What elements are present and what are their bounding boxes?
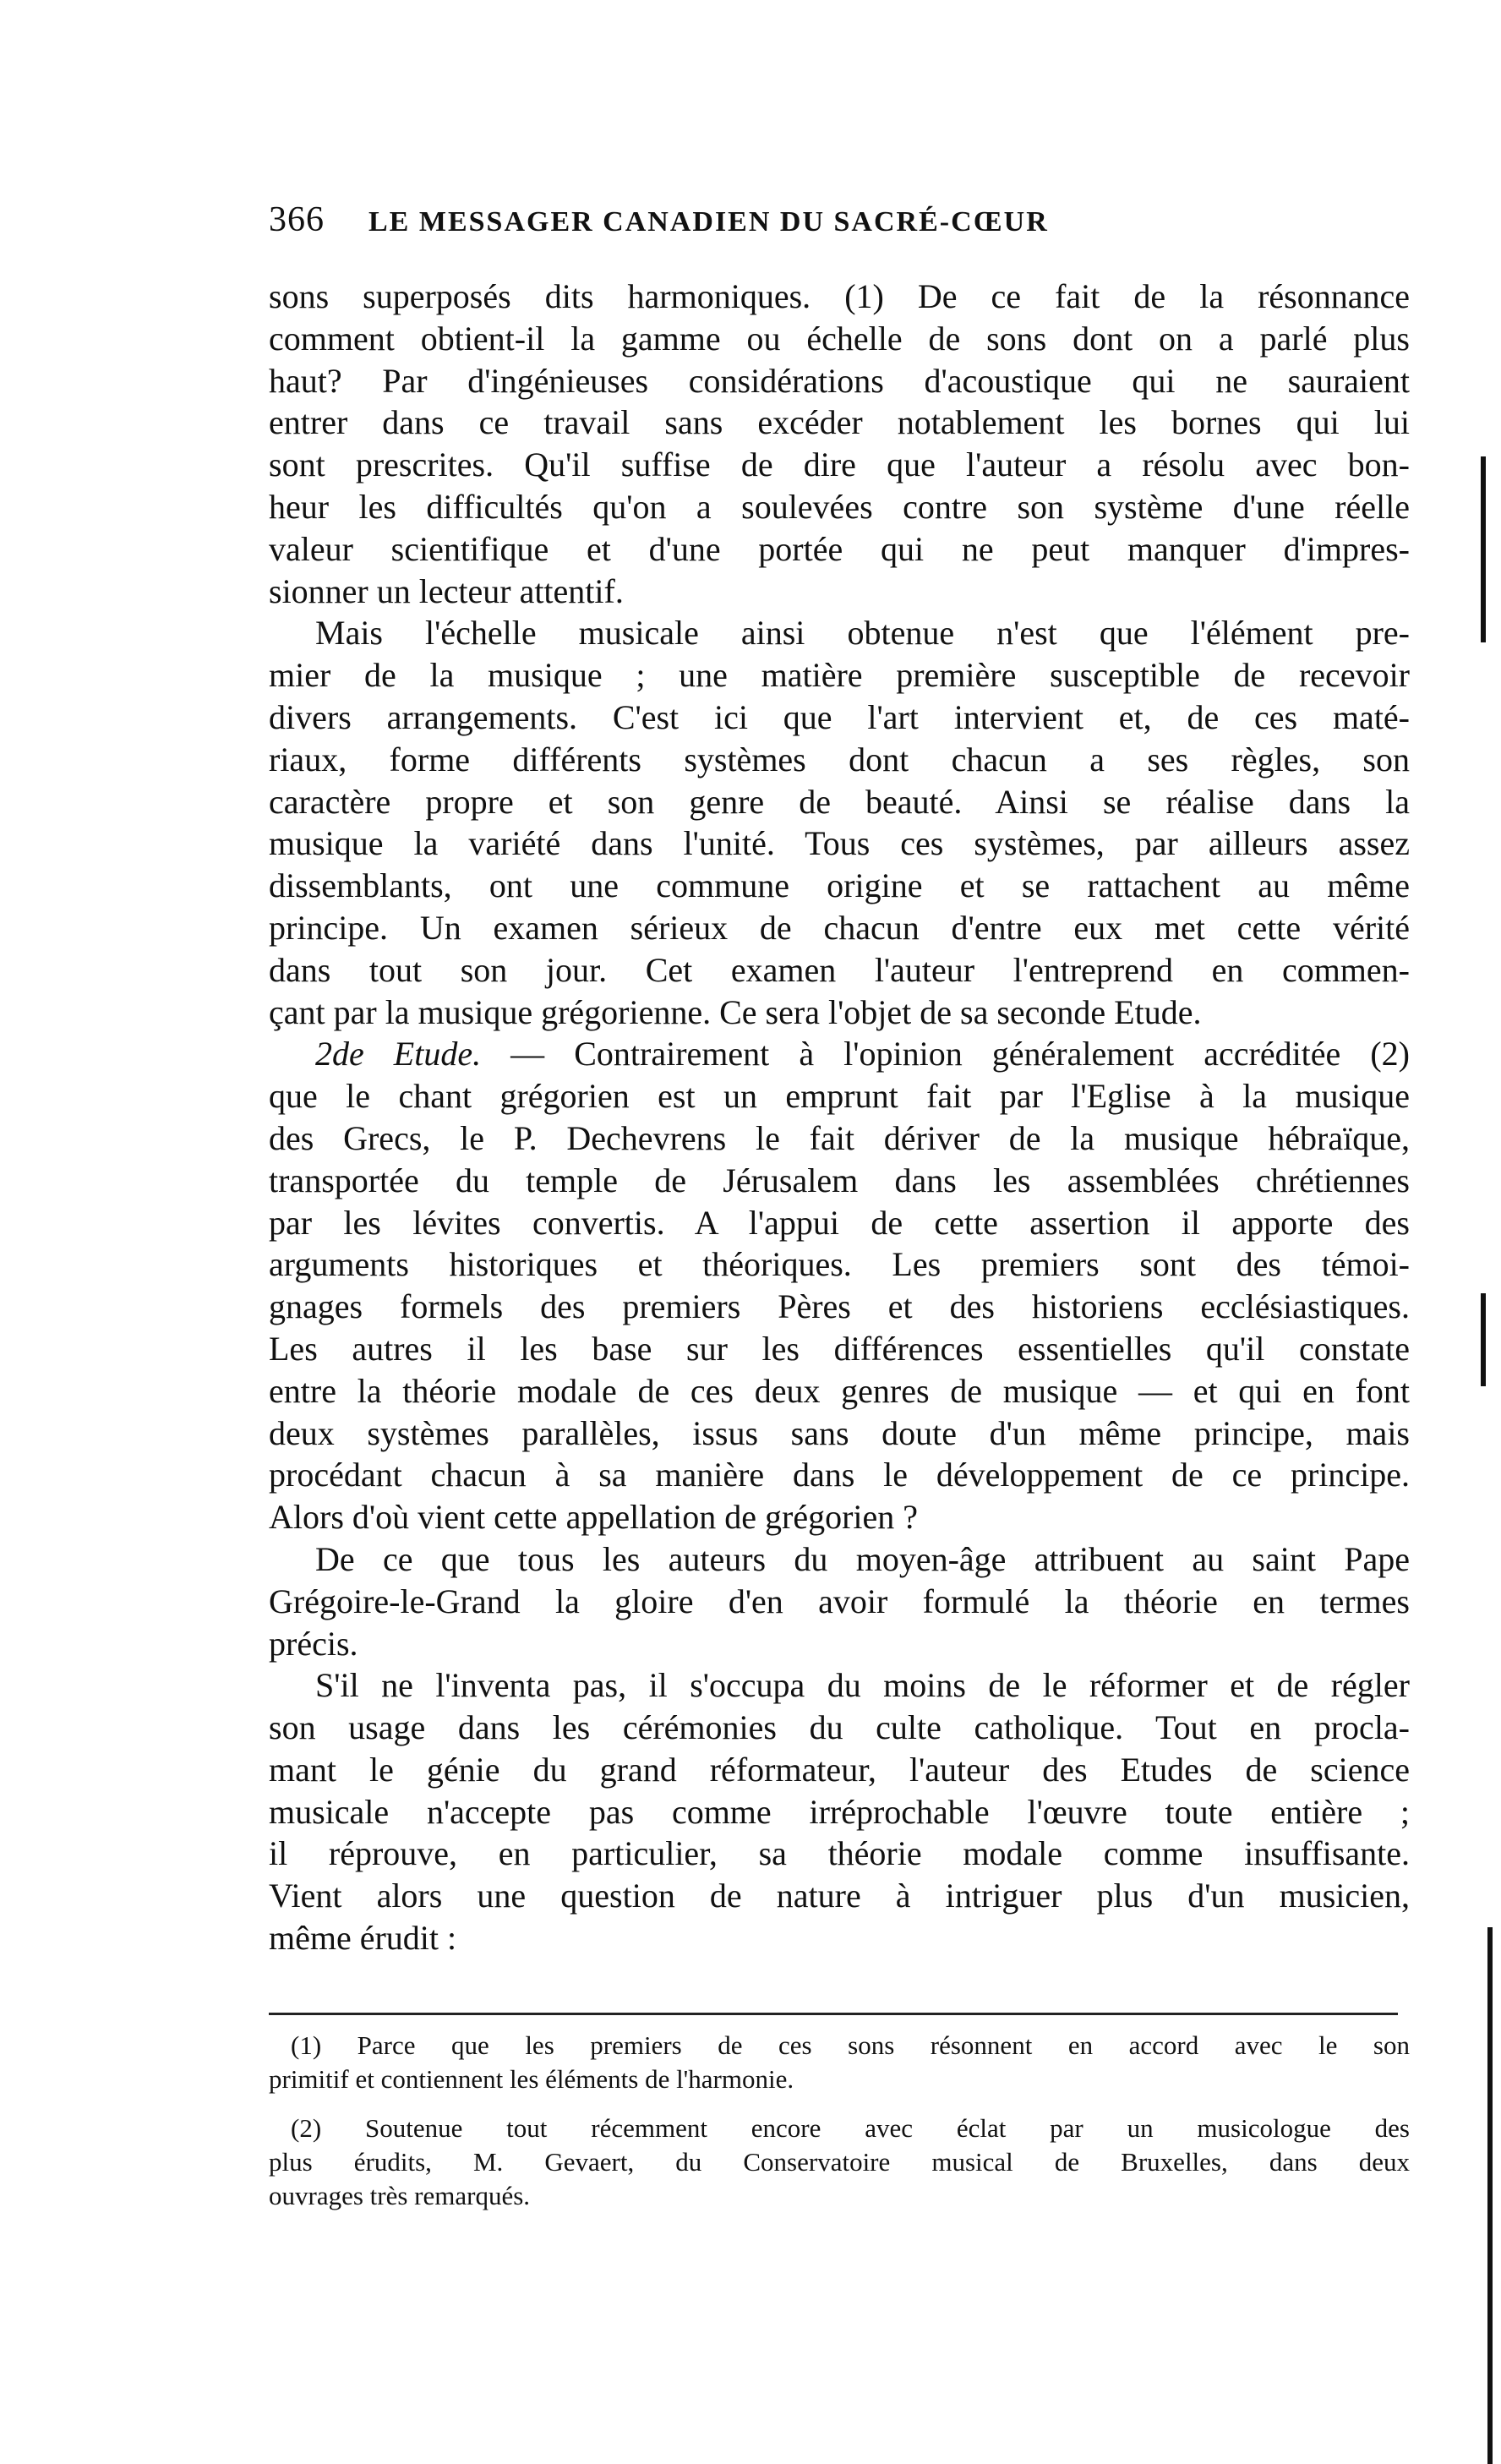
main-text	[269, 276, 1410, 1959]
text-line: riaux, forme différents systèmes dont chacun a ses règles, son	[269, 740, 1410, 779]
page-header	[269, 199, 1283, 250]
text-line: principe. Un examen sérieux de chacun d'entre eux met cette vérité	[269, 908, 1410, 947]
footnote-line: (2) Soutenue tout récemment encore avec éclat par un musicologue des	[291, 2113, 1410, 2143]
text-line: arguments historiques et théoriques. Les premiers sont des témoi-	[269, 1245, 1410, 1284]
footnote-line: primitif et contiennent les éléments de l'harmonie.	[269, 2064, 794, 2094]
section-heading: 2de Etude.	[315, 1035, 482, 1074]
text-line: sons superposés dits harmoniques. (1) De ce fait de la résonnance	[269, 277, 1410, 315]
text-line: comment obtient-il la gamme ou échelle de sons dont on a parlé plus	[269, 319, 1410, 358]
text-line: Grégoire-le-Grand la gloire d'en avoir formulé la théorie en termes	[269, 1582, 1410, 1620]
text-line: mant le génie du grand réformateur, l'auteur des Etudes de science	[269, 1750, 1410, 1789]
text-line: musique la variété dans l'unité. Tous ces systèmes, par ailleurs assez	[269, 824, 1410, 863]
page-number: 366	[269, 200, 325, 239]
footnotes	[269, 2029, 1410, 2213]
footnote-line: (1) Parce que les premiers de ces sons résonnent en accord avec le son	[291, 2030, 1410, 2060]
text-line: deux systèmes parallèles, issus sans doute d'un même principe, mais	[269, 1413, 1410, 1452]
text-line: haut? Par d'ingénieuses considérations d'acoustique qui ne sauraient	[269, 361, 1410, 400]
text-line: De ce que tous les auteurs du moyen-âge attribuent au saint Pape	[315, 1539, 1410, 1578]
text-line: dans tout son jour. Cet examen l'auteur l'entreprend en commen-	[269, 950, 1410, 989]
text-line: çant par la musique grégorienne. Ce sera l'objet de sa seconde Etude.	[269, 992, 1202, 1031]
text-line: sionner un lecteur attentif.	[269, 571, 624, 610]
text-line: valeur scientifique et d'une portée qui ne peut manquer d'impres-	[269, 529, 1410, 568]
text-line: que le chant grégorien est un emprunt fait par l'Eglise à la musique	[269, 1077, 1410, 1116]
text-line: son usage dans les cérémonies du culte catholique. Tout en procla-	[269, 1708, 1410, 1747]
text-line: par les lévites convertis. A l'appui de cette assertion il apporte des	[269, 1203, 1410, 1242]
text-line: dissemblants, ont une commune origine et se rattachent au même	[269, 866, 1410, 905]
text-line: S'il ne l'inventa pas, il s'occupa du moins de le réformer et de régler	[315, 1666, 1410, 1705]
text-line: transportée du temple de Jérusalem dans les assemblées chrétiennes	[269, 1161, 1410, 1199]
text-line: Mais l'échelle musicale ainsi obtenue n'est que l'élément pre-	[315, 614, 1410, 653]
text-line: divers arrangements. C'est ici que l'art intervient et, de ces maté-	[269, 697, 1410, 736]
text-line: musicale n'accepte pas comme irréprochable l'œuvre toute entière ;	[269, 1792, 1410, 1831]
text-line: entre la théorie modale de ces deux genres de musique — et qui en font	[269, 1371, 1410, 1410]
scan-margin-mark	[1487, 1927, 1493, 2464]
text-line: Alors d'où vient cette appellation de grégorien ?	[269, 1498, 919, 1537]
text-line-with-heading	[269, 1033, 1410, 1075]
text-line: heur les difficultés qu'on a soulevées contre son système d'une réelle	[269, 487, 1410, 526]
footnote-line: ouvrages très remarqués.	[269, 2181, 531, 2210]
scan-margin-mark	[1481, 456, 1486, 642]
text-line: mier de la musique ; une matière première susceptible de recevoir	[269, 656, 1410, 695]
text-line: même érudit :	[269, 1919, 457, 1958]
text-line: entrer dans ce travail sans excéder notablement les bornes qui lui	[269, 403, 1410, 442]
running-title: LE MESSAGER CANADIEN DU SACRÉ-CŒUR	[368, 206, 1049, 238]
text-line: il réprouve, en particulier, sa théorie modale comme insuffisante.	[269, 1834, 1410, 1873]
scan-margin-mark	[1481, 1293, 1486, 1386]
text-line: procédant chacun à sa manière dans le développement de ce principe.	[269, 1456, 1410, 1494]
footnote-line: plus érudits, M. Gevaert, du Conservatoire musical de Bruxelles, dans deux	[269, 2147, 1410, 2177]
text-line: des Grecs, le P. Dechevrens le fait dériver de la musique hébraïque,	[269, 1118, 1410, 1157]
text-line: précis.	[269, 1624, 358, 1663]
text-line: Vient alors une question de nature à intriguer plus d'un musicien,	[269, 1877, 1410, 1915]
text-line: Les autres il les base sur les différences essentielles qu'il constate	[269, 1329, 1410, 1368]
text-line: caractère propre et son genre de beauté. Ainsi se réalise dans la	[269, 782, 1410, 821]
text-line: gnages formels des premiers Pères et des historiens ecclésiastiques.	[269, 1287, 1410, 1326]
text-line: sont prescrites. Qu'il suffise de dire que l'auteur a résolu avec bon-	[269, 445, 1410, 484]
footnote-divider	[269, 2013, 1398, 2015]
text-line: — Contrairement à l'opinion généralement accréditée (2)	[481, 1035, 1410, 1074]
